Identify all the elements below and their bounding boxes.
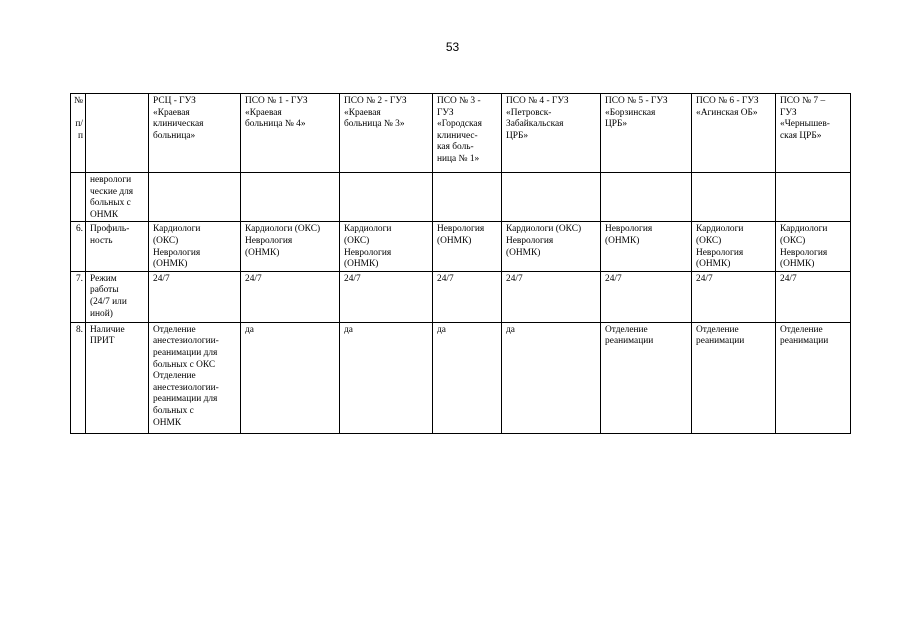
table-row — [71, 322, 851, 433]
table-cell: 24/7 — [601, 271, 692, 322]
table-cell: 24/7 — [776, 271, 851, 322]
row-label: неврологи ческие для больных с ОНМК — [86, 173, 149, 222]
row-label: Режим работы (24/7 или иной) — [86, 271, 149, 322]
header-col-pso5: ПСО № 5 - ГУЗ «Борзинская ЦРБ» — [601, 94, 692, 173]
table-cell: Кардиологи (ОКС) Неврология (ОНМК) — [776, 222, 851, 271]
header-label — [86, 94, 149, 173]
table-cell: 24/7 — [241, 271, 340, 322]
table-row — [71, 222, 851, 271]
header-col-pso2: ПСО № 2 - ГУЗ «Краевая больница № 3» — [340, 94, 433, 173]
header-col-pso7: ПСО № 7 – ГУЗ «Чернышев- ская ЦРБ» — [776, 94, 851, 173]
header-num: № п/ п — [71, 94, 86, 173]
header-col-pso6: ПСО № 6 - ГУЗ «Агинская ОБ» — [692, 94, 776, 173]
header-col-pso1: ПСО № 1 - ГУЗ «Краевая больница № 4» — [241, 94, 340, 173]
table-cell: да — [502, 322, 601, 433]
table-cell: да — [241, 322, 340, 433]
header-col-pso4: ПСО № 4 - ГУЗ «Петровск- Забайкальская ЦРБ» — [502, 94, 601, 173]
table-cell: 24/7 — [433, 271, 502, 322]
table-cell: Кардиологи (ОКС) Неврология (ОНМК) — [241, 222, 340, 271]
table-cell: Отделение реанимации — [601, 322, 692, 433]
table-cell: да — [433, 322, 502, 433]
table-cell: Отделение реанимации — [692, 322, 776, 433]
table-cell — [433, 173, 502, 222]
table-cell — [776, 173, 851, 222]
table-cell — [601, 173, 692, 222]
table-row — [71, 173, 851, 222]
header-col-pso3: ПСО № 3 - ГУЗ «Городская клиничес- кая боль- ница № 1» — [433, 94, 502, 173]
table-cell: 24/7 — [149, 271, 241, 322]
table-cell: да — [340, 322, 433, 433]
table-cell: Кардиологи (ОКС) Неврология (ОНМК) — [692, 222, 776, 271]
table-cell: Кардиологи (ОКС) Неврология (ОНМК) — [149, 222, 241, 271]
row-num: 6. — [71, 222, 86, 271]
table-header-row — [71, 94, 851, 173]
table-cell: Отделение реанимации — [776, 322, 851, 433]
table-cell: 24/7 — [502, 271, 601, 322]
table-cell: Отделение анестезиологии- реанимации для больных с ОКС Отделение анестезиологии- реанимации для больных с ОНМК — [149, 322, 241, 433]
row-label: Наличие ПРИТ — [86, 322, 149, 433]
table-cell: Кардиологи (ОКС) Неврология (ОНМК) — [340, 222, 433, 271]
table-cell: 24/7 — [340, 271, 433, 322]
table-row — [71, 271, 851, 322]
table-cell — [149, 173, 241, 222]
table-cell — [692, 173, 776, 222]
table-cell: Неврология (ОНМК) — [601, 222, 692, 271]
row-label: Профиль- ность — [86, 222, 149, 271]
data-table — [70, 93, 851, 434]
table-cell: 24/7 — [692, 271, 776, 322]
table-cell — [502, 173, 601, 222]
row-num: 7. — [71, 271, 86, 322]
table-cell — [241, 173, 340, 222]
row-num — [71, 173, 86, 222]
table-cell — [340, 173, 433, 222]
table-cell: Неврология (ОНМК) — [433, 222, 502, 271]
table-cell: Кардиологи (ОКС) Неврология (ОНМК) — [502, 222, 601, 271]
row-num: 8. — [71, 322, 86, 433]
header-col-rsc: РСЦ - ГУЗ «Краевая клиническая больница» — [149, 94, 241, 173]
page-number: 53 — [445, 40, 460, 54]
